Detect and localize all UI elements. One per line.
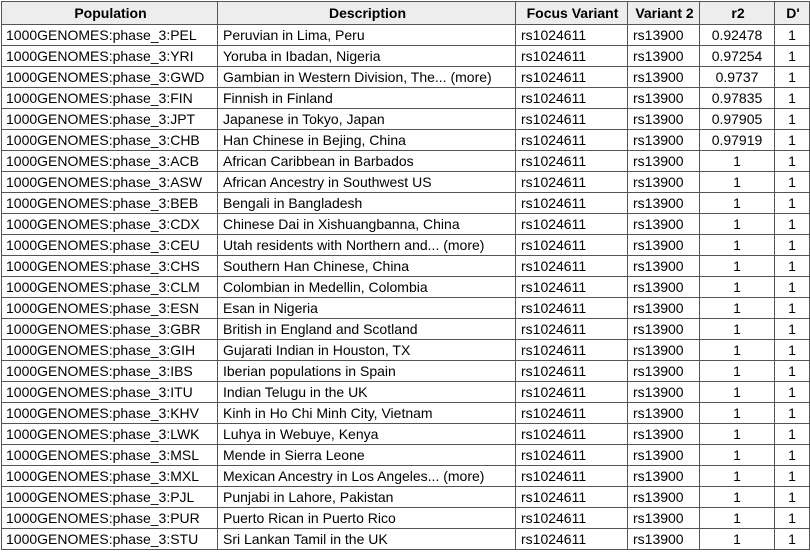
cell-d-prime: 1 xyxy=(775,277,810,298)
cell-d-prime: 1 xyxy=(775,508,810,529)
table-row xyxy=(2,277,810,298)
table-row xyxy=(2,340,810,361)
table-row xyxy=(2,88,810,109)
cell-d-prime: 1 xyxy=(775,235,810,256)
cell-d-prime: 1 xyxy=(775,25,810,46)
cell-population: 1000GENOMES:phase_3:BEB xyxy=(2,193,218,214)
cell-population: 1000GENOMES:phase_3:KHV xyxy=(2,403,218,424)
cell-focus-variant: rs1024611 xyxy=(516,25,628,46)
cell-description: Esan in Nigeria xyxy=(218,298,516,319)
table-row xyxy=(2,67,810,88)
cell-focus-variant: rs1024611 xyxy=(516,235,628,256)
cell-population: 1000GENOMES:phase_3:MSL xyxy=(2,445,218,466)
table-row xyxy=(2,46,810,67)
cell-description: Bengali in Bangladesh xyxy=(218,193,516,214)
cell-focus-variant: rs1024611 xyxy=(516,298,628,319)
cell-focus-variant: rs1024611 xyxy=(516,46,628,67)
cell-d-prime: 1 xyxy=(775,172,810,193)
table-row xyxy=(2,256,810,277)
cell-variant-2: rs13900 xyxy=(628,445,700,466)
cell-population: 1000GENOMES:phase_3:YRI xyxy=(2,46,218,67)
cell-population: 1000GENOMES:phase_3:ASW xyxy=(2,172,218,193)
cell-variant-2: rs13900 xyxy=(628,529,700,550)
cell-variant-2: rs13900 xyxy=(628,403,700,424)
cell-description: Chinese Dai in Xishuangbanna, China xyxy=(218,214,516,235)
cell-description: Japanese in Tokyo, Japan xyxy=(218,109,516,130)
cell-variant-2: rs13900 xyxy=(628,298,700,319)
column-header-r2[interactable]: r2 xyxy=(700,2,775,25)
cell-variant-2: rs13900 xyxy=(628,88,700,109)
cell-focus-variant: rs1024611 xyxy=(516,382,628,403)
table-row xyxy=(2,466,810,487)
cell-population: 1000GENOMES:phase_3:PEL xyxy=(2,25,218,46)
cell-focus-variant: rs1024611 xyxy=(516,340,628,361)
cell-population: 1000GENOMES:phase_3:CDX xyxy=(2,214,218,235)
table-row xyxy=(2,130,810,151)
cell-description: Iberian populations in Spain xyxy=(218,361,516,382)
cell-population: 1000GENOMES:phase_3:ITU xyxy=(2,382,218,403)
cell-d-prime: 1 xyxy=(775,214,810,235)
cell-population: 1000GENOMES:phase_3:CEU xyxy=(2,235,218,256)
cell-variant-2: rs13900 xyxy=(628,172,700,193)
cell-description: Mende in Sierra Leone xyxy=(218,445,516,466)
cell-r2: 1 xyxy=(700,466,775,487)
cell-variant-2: rs13900 xyxy=(628,25,700,46)
cell-variant-2: rs13900 xyxy=(628,361,700,382)
cell-d-prime: 1 xyxy=(775,361,810,382)
cell-focus-variant: rs1024611 xyxy=(516,109,628,130)
table-row xyxy=(2,235,810,256)
cell-population: 1000GENOMES:phase_3:GBR xyxy=(2,319,218,340)
cell-focus-variant: rs1024611 xyxy=(516,277,628,298)
cell-population: 1000GENOMES:phase_3:STU xyxy=(2,529,218,550)
cell-r2: 1 xyxy=(700,256,775,277)
cell-population: 1000GENOMES:phase_3:PUR xyxy=(2,508,218,529)
cell-r2: 0.97254 xyxy=(700,46,775,67)
cell-variant-2: rs13900 xyxy=(628,466,700,487)
cell-population: 1000GENOMES:phase_3:LWK xyxy=(2,424,218,445)
table-row xyxy=(2,25,810,46)
cell-r2: 1 xyxy=(700,508,775,529)
header-row xyxy=(2,2,810,25)
cell-variant-2: rs13900 xyxy=(628,46,700,67)
table-row xyxy=(2,298,810,319)
cell-r2: 1 xyxy=(700,298,775,319)
cell-r2: 0.92478 xyxy=(700,25,775,46)
cell-focus-variant: rs1024611 xyxy=(516,193,628,214)
cell-description: British in England and Scotland xyxy=(218,319,516,340)
table-row xyxy=(2,403,810,424)
cell-population: 1000GENOMES:phase_3:GWD xyxy=(2,67,218,88)
cell-variant-2: rs13900 xyxy=(628,277,700,298)
cell-d-prime: 1 xyxy=(775,256,810,277)
cell-d-prime: 1 xyxy=(775,46,810,67)
cell-focus-variant: rs1024611 xyxy=(516,445,628,466)
cell-focus-variant: rs1024611 xyxy=(516,172,628,193)
cell-population: 1000GENOMES:phase_3:CHB xyxy=(2,130,218,151)
cell-variant-2: rs13900 xyxy=(628,151,700,172)
column-header-focus-variant[interactable]: Focus Variant xyxy=(516,2,628,25)
cell-d-prime: 1 xyxy=(775,109,810,130)
cell-variant-2: rs13900 xyxy=(628,340,700,361)
cell-population: 1000GENOMES:phase_3:ESN xyxy=(2,298,218,319)
cell-d-prime: 1 xyxy=(775,88,810,109)
cell-description: Punjabi in Lahore, Pakistan xyxy=(218,487,516,508)
cell-r2: 1 xyxy=(700,277,775,298)
cell-population: 1000GENOMES:phase_3:CLM xyxy=(2,277,218,298)
table-row xyxy=(2,193,810,214)
cell-d-prime: 1 xyxy=(775,298,810,319)
table-row xyxy=(2,172,810,193)
cell-d-prime: 1 xyxy=(775,319,810,340)
column-header-description[interactable]: Description xyxy=(218,2,516,25)
cell-d-prime: 1 xyxy=(775,466,810,487)
cell-description: Sri Lankan Tamil in the UK xyxy=(218,529,516,550)
cell-focus-variant: rs1024611 xyxy=(516,466,628,487)
cell-variant-2: rs13900 xyxy=(628,67,700,88)
cell-description: Peruvian in Lima, Peru xyxy=(218,25,516,46)
cell-d-prime: 1 xyxy=(775,529,810,550)
cell-population: 1000GENOMES:phase_3:IBS xyxy=(2,361,218,382)
table-row xyxy=(2,487,810,508)
cell-d-prime: 1 xyxy=(775,151,810,172)
cell-description: Luhya in Webuye, Kenya xyxy=(218,424,516,445)
cell-variant-2: rs13900 xyxy=(628,487,700,508)
cell-description: Finnish in Finland xyxy=(218,88,516,109)
cell-population: 1000GENOMES:phase_3:ACB xyxy=(2,151,218,172)
cell-r2: 0.97919 xyxy=(700,130,775,151)
cell-d-prime: 1 xyxy=(775,340,810,361)
cell-r2: 1 xyxy=(700,214,775,235)
cell-r2: 1 xyxy=(700,151,775,172)
cell-d-prime: 1 xyxy=(775,193,810,214)
cell-r2: 1 xyxy=(700,424,775,445)
cell-r2: 0.97905 xyxy=(700,109,775,130)
table-row xyxy=(2,109,810,130)
cell-variant-2: rs13900 xyxy=(628,382,700,403)
cell-variant-2: rs13900 xyxy=(628,256,700,277)
cell-r2: 1 xyxy=(700,319,775,340)
cell-variant-2: rs13900 xyxy=(628,319,700,340)
cell-d-prime: 1 xyxy=(775,403,810,424)
cell-variant-2: rs13900 xyxy=(628,193,700,214)
cell-focus-variant: rs1024611 xyxy=(516,403,628,424)
cell-d-prime: 1 xyxy=(775,424,810,445)
cell-variant-2: rs13900 xyxy=(628,130,700,151)
cell-population: 1000GENOMES:phase_3:MXL xyxy=(2,466,218,487)
cell-r2: 0.97835 xyxy=(700,88,775,109)
cell-r2: 0.9737 xyxy=(700,67,775,88)
cell-focus-variant: rs1024611 xyxy=(516,151,628,172)
cell-r2: 1 xyxy=(700,340,775,361)
cell-focus-variant: rs1024611 xyxy=(516,319,628,340)
cell-description: Mexican Ancestry in Los Angeles... (more) xyxy=(218,466,516,487)
cell-d-prime: 1 xyxy=(775,67,810,88)
cell-r2: 1 xyxy=(700,361,775,382)
cell-population: 1000GENOMES:phase_3:CHS xyxy=(2,256,218,277)
table-row xyxy=(2,508,810,529)
cell-focus-variant: rs1024611 xyxy=(516,424,628,445)
cell-focus-variant: rs1024611 xyxy=(516,529,628,550)
table-row xyxy=(2,424,810,445)
ld-population-table xyxy=(1,1,810,550)
cell-focus-variant: rs1024611 xyxy=(516,214,628,235)
cell-population: 1000GENOMES:phase_3:FIN xyxy=(2,88,218,109)
cell-description: Puerto Rican in Puerto Rico xyxy=(218,508,516,529)
cell-d-prime: 1 xyxy=(775,130,810,151)
cell-variant-2: rs13900 xyxy=(628,109,700,130)
cell-r2: 1 xyxy=(700,235,775,256)
cell-r2: 1 xyxy=(700,193,775,214)
cell-description: African Ancestry in Southwest US xyxy=(218,172,516,193)
cell-d-prime: 1 xyxy=(775,445,810,466)
cell-description: Colombian in Medellin, Colombia xyxy=(218,277,516,298)
cell-focus-variant: rs1024611 xyxy=(516,256,628,277)
cell-focus-variant: rs1024611 xyxy=(516,361,628,382)
cell-description: Yoruba in Ibadan, Nigeria xyxy=(218,46,516,67)
cell-r2: 1 xyxy=(700,529,775,550)
cell-description: Utah residents with Northern and... (more) xyxy=(218,235,516,256)
cell-r2: 1 xyxy=(700,172,775,193)
cell-focus-variant: rs1024611 xyxy=(516,508,628,529)
cell-variant-2: rs13900 xyxy=(628,424,700,445)
cell-description: Indian Telugu in the UK xyxy=(218,382,516,403)
cell-description: Gujarati Indian in Houston, TX xyxy=(218,340,516,361)
table-row xyxy=(2,361,810,382)
cell-description: African Caribbean in Barbados xyxy=(218,151,516,172)
table-row xyxy=(2,319,810,340)
cell-variant-2: rs13900 xyxy=(628,508,700,529)
cell-focus-variant: rs1024611 xyxy=(516,67,628,88)
cell-r2: 1 xyxy=(700,382,775,403)
cell-population: 1000GENOMES:phase_3:JPT xyxy=(2,109,218,130)
table-row xyxy=(2,151,810,172)
cell-variant-2: rs13900 xyxy=(628,235,700,256)
table-row xyxy=(2,529,810,550)
cell-population: 1000GENOMES:phase_3:GIH xyxy=(2,340,218,361)
cell-focus-variant: rs1024611 xyxy=(516,487,628,508)
cell-description: Han Chinese in Bejing, China xyxy=(218,130,516,151)
table-row xyxy=(2,214,810,235)
table-row xyxy=(2,445,810,466)
cell-population: 1000GENOMES:phase_3:PJL xyxy=(2,487,218,508)
table-row xyxy=(2,382,810,403)
cell-description: Gambian in Western Division, The... (more) xyxy=(218,67,516,88)
cell-description: Kinh in Ho Chi Minh City, Vietnam xyxy=(218,403,516,424)
cell-description: Southern Han Chinese, China xyxy=(218,256,516,277)
cell-d-prime: 1 xyxy=(775,487,810,508)
cell-focus-variant: rs1024611 xyxy=(516,88,628,109)
cell-r2: 1 xyxy=(700,487,775,508)
cell-r2: 1 xyxy=(700,445,775,466)
cell-d-prime: 1 xyxy=(775,382,810,403)
cell-variant-2: rs13900 xyxy=(628,214,700,235)
cell-r2: 1 xyxy=(700,403,775,424)
column-header-d-prime[interactable]: D' xyxy=(775,2,810,25)
column-header-variant-2[interactable]: Variant 2 xyxy=(628,2,700,25)
cell-focus-variant: rs1024611 xyxy=(516,130,628,151)
column-header-population[interactable]: Population xyxy=(2,2,218,25)
table-body xyxy=(2,25,810,550)
